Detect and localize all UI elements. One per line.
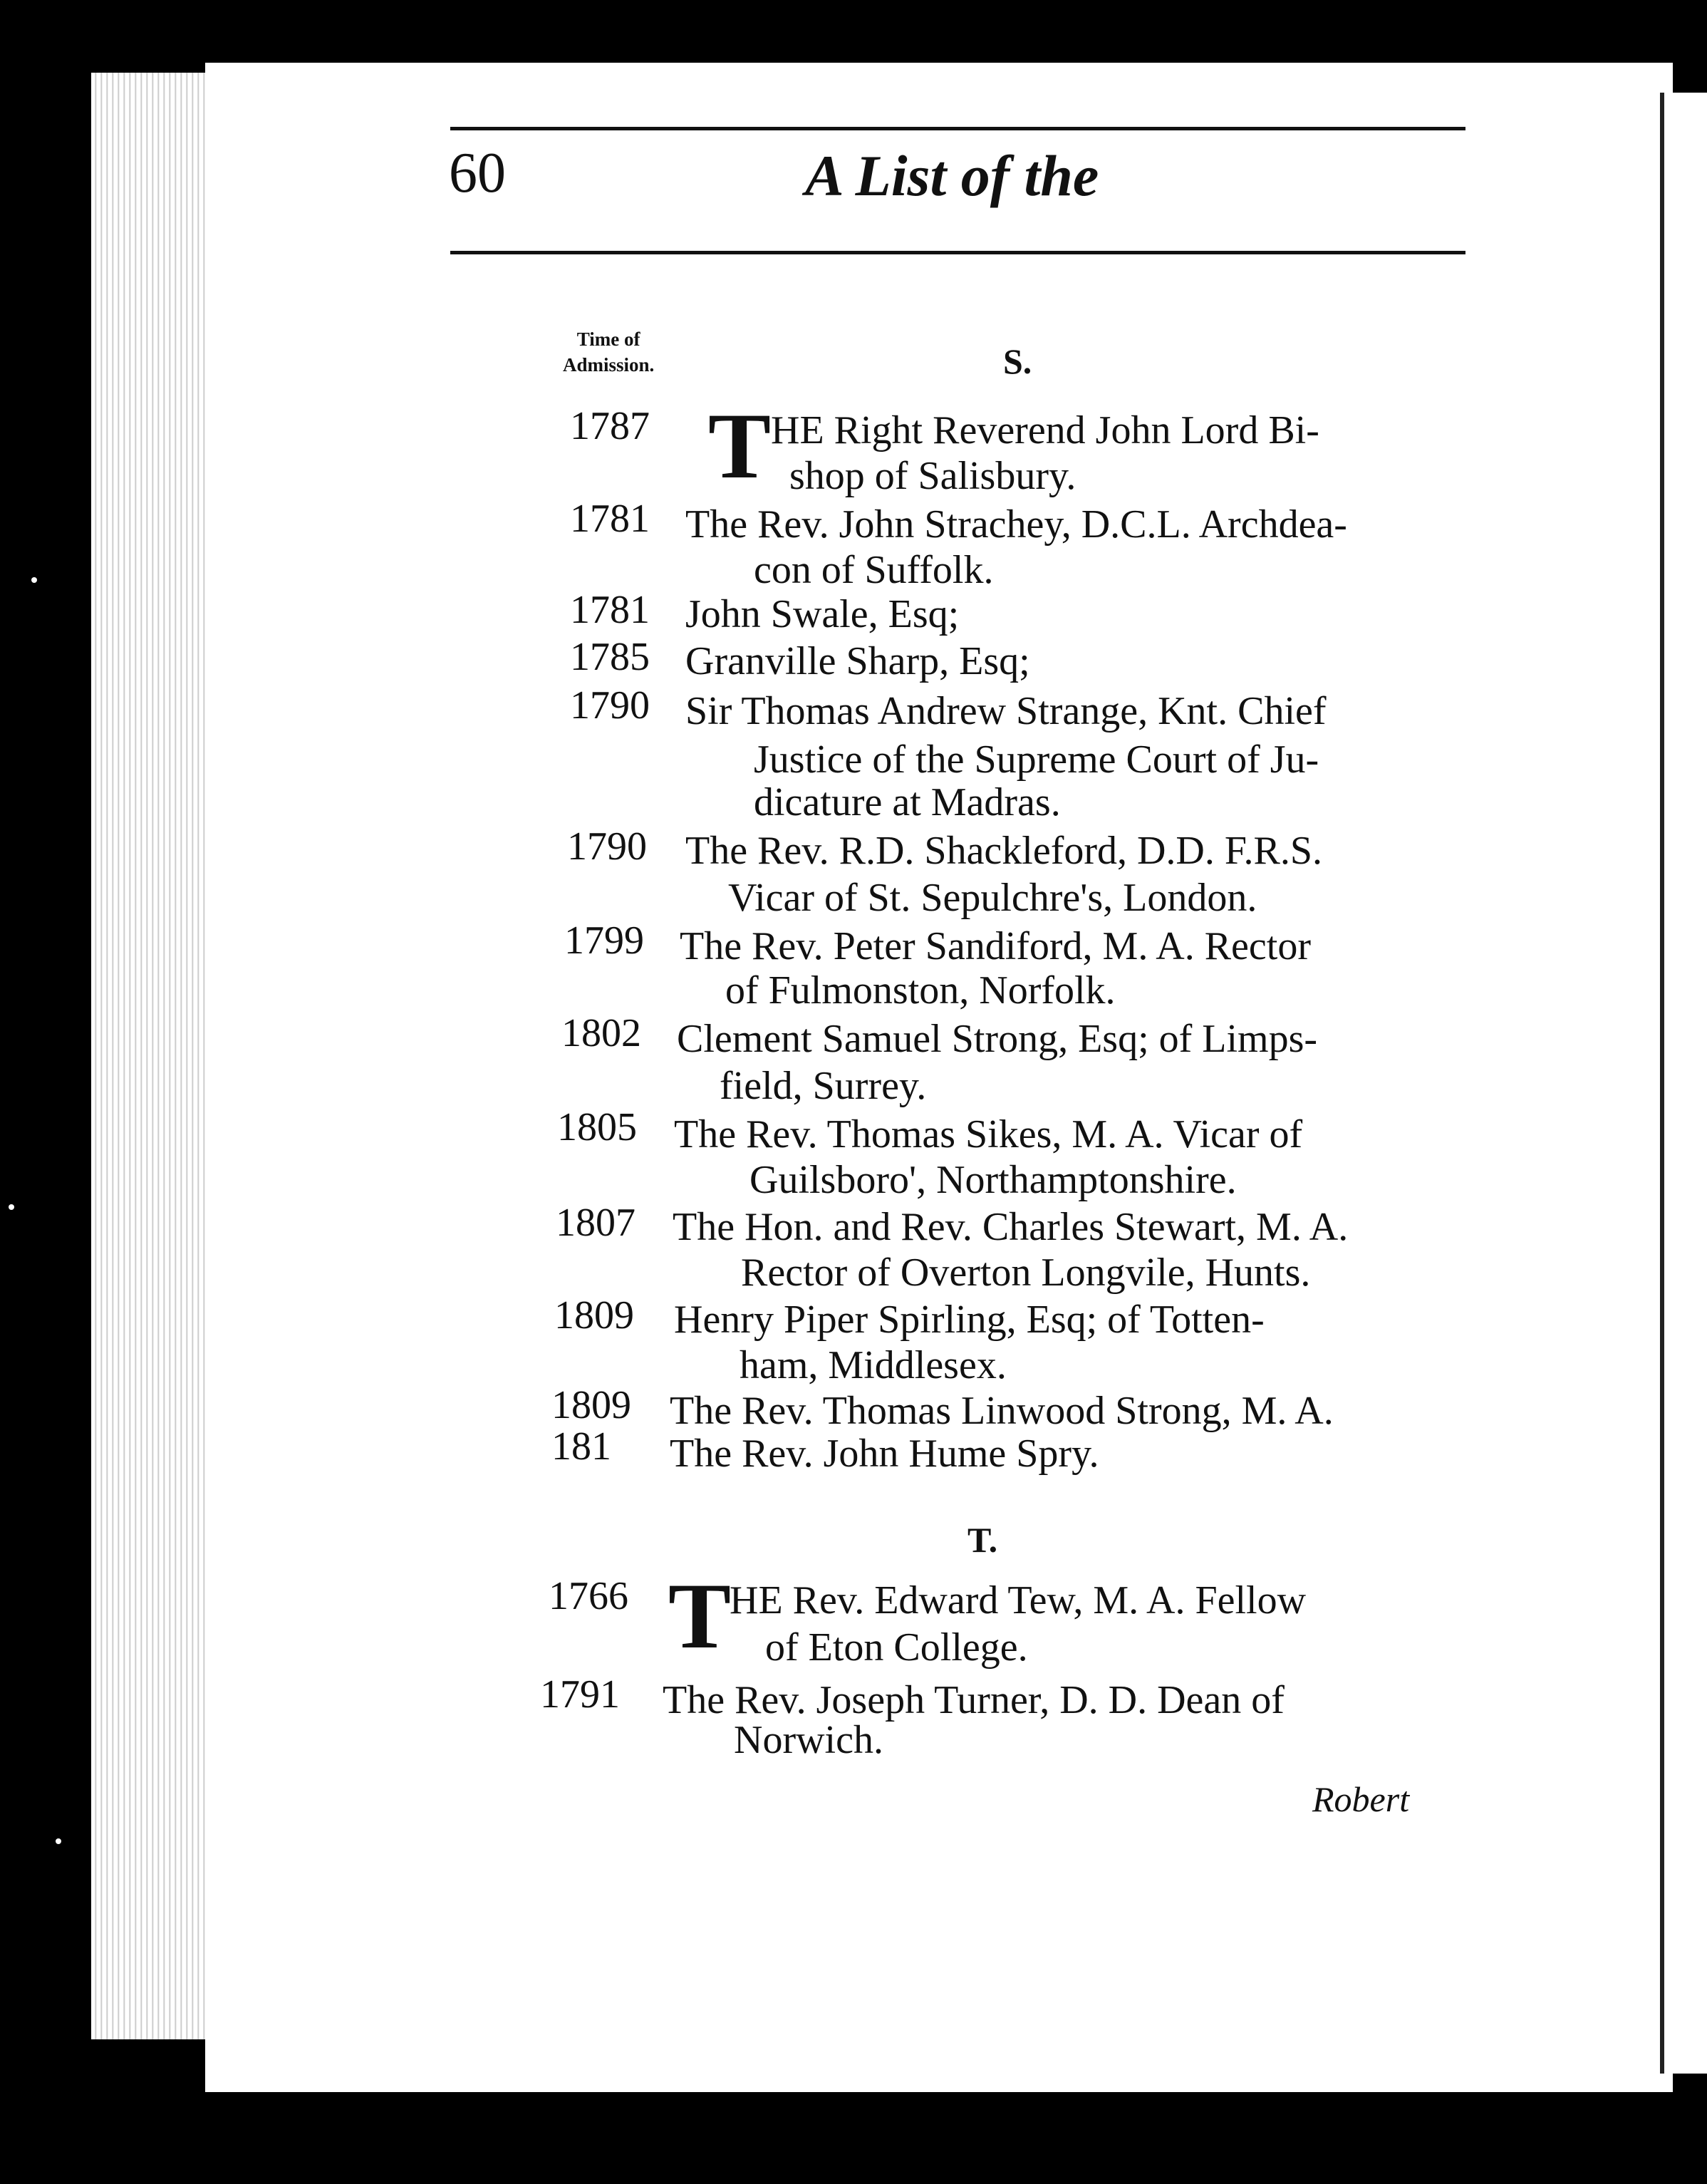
catchword: Robert <box>1312 1779 1410 1819</box>
entry-line: Sir Thomas Andrew Strange, Knt. Chief <box>685 689 1327 733</box>
scan-speck <box>9 1204 14 1210</box>
entry-line: Norwich. <box>734 1718 883 1762</box>
header-rule-top <box>450 127 1465 130</box>
page-number: 60 <box>449 142 506 205</box>
entry-line: Guilsboro', Northamptonshire. <box>749 1158 1237 1202</box>
entry-year: 1787 <box>570 404 650 448</box>
entry-line: HE Rev. Edward Tew, M. A. Fellow <box>730 1578 1307 1623</box>
entry-line: Rector of Overton Longvile, Hunts. <box>741 1251 1311 1295</box>
entry-line: of Fulmonston, Norfolk. <box>725 968 1116 1013</box>
entry-line: field, Surrey. <box>720 1064 927 1108</box>
entry-line: The Rev. Joseph Turner, D. D. Dean of <box>663 1678 1285 1722</box>
section-letter-t: T. <box>967 1520 998 1560</box>
entry-year: 181 <box>551 1424 611 1469</box>
book-page <box>205 63 1673 2092</box>
entry-year: 1805 <box>557 1105 637 1149</box>
column-heading-line2: Admission. <box>563 354 655 376</box>
entry-line: con of Suffolk. <box>754 548 994 592</box>
column-heading <box>563 326 654 378</box>
entry-line: Vicar of St. Sepulchre's, London. <box>728 876 1257 920</box>
entry-line: Henry Piper Spirling, Esq; of Totten- <box>674 1298 1265 1342</box>
entry-line: John Swale, Esq; <box>685 592 960 636</box>
header-rule-bottom <box>450 251 1465 254</box>
entry-line: HE Right Reverend John Lord Bi- <box>771 408 1319 452</box>
entry-line: Clement Samuel Strong, Esq; of Limps- <box>677 1017 1318 1061</box>
entry-line: ham, Middlesex. <box>740 1343 1007 1387</box>
entry-year: 1790 <box>567 824 647 869</box>
scan-speck <box>56 1838 61 1844</box>
entry-line: The Rev. Peter Sandiford, M. A. Rector <box>680 924 1311 968</box>
entry-line: The Rev. R.D. Shackleford, D.D. F.R.S. <box>685 829 1323 873</box>
entry-year: 1785 <box>570 635 650 679</box>
entry-line: The Rev. Thomas Linwood Strong, M. A. <box>670 1389 1334 1433</box>
entry-year: 1809 <box>554 1293 634 1337</box>
page-edges <box>91 73 212 2039</box>
column-heading-line1: Time of <box>576 328 640 350</box>
entry-line: Justice of the Supreme Court of Ju- <box>754 738 1319 782</box>
entry-line: shop of Salisbury. <box>789 454 1076 498</box>
entry-line: The Hon. and Rev. Charles Stewart, M. A. <box>673 1205 1349 1249</box>
entry-year: 1781 <box>570 588 650 632</box>
entry-line: Granville Sharp, Esq; <box>685 639 1030 683</box>
entry-line: The Rev. John Hume Spry. <box>670 1432 1099 1476</box>
entry-line: The Rev. John Strachey, D.C.L. Archdea- <box>685 502 1347 547</box>
entry-year: 1766 <box>549 1574 628 1618</box>
entry-year: 1781 <box>570 497 650 541</box>
entry-year: 1790 <box>570 683 650 728</box>
entry-year: 1799 <box>564 918 644 963</box>
entry-line: The Rev. Thomas Sikes, M. A. Vicar of <box>674 1112 1303 1156</box>
entry-year: 1802 <box>561 1011 641 1055</box>
facing-page-edge <box>1660 93 1707 2074</box>
entry-year: 1807 <box>556 1201 635 1245</box>
section-letter-s: S. <box>1003 341 1032 381</box>
running-head: A List of the <box>805 143 1099 208</box>
entry-year: 1791 <box>540 1672 620 1717</box>
entry-line: dicature at Madras. <box>754 780 1061 824</box>
drop-cap: T <box>708 393 772 498</box>
drop-cap: T <box>668 1563 732 1668</box>
scan-speck <box>31 577 37 583</box>
entry-line: of Eton College. <box>765 1625 1028 1670</box>
entry-year: 1809 <box>551 1383 631 1427</box>
